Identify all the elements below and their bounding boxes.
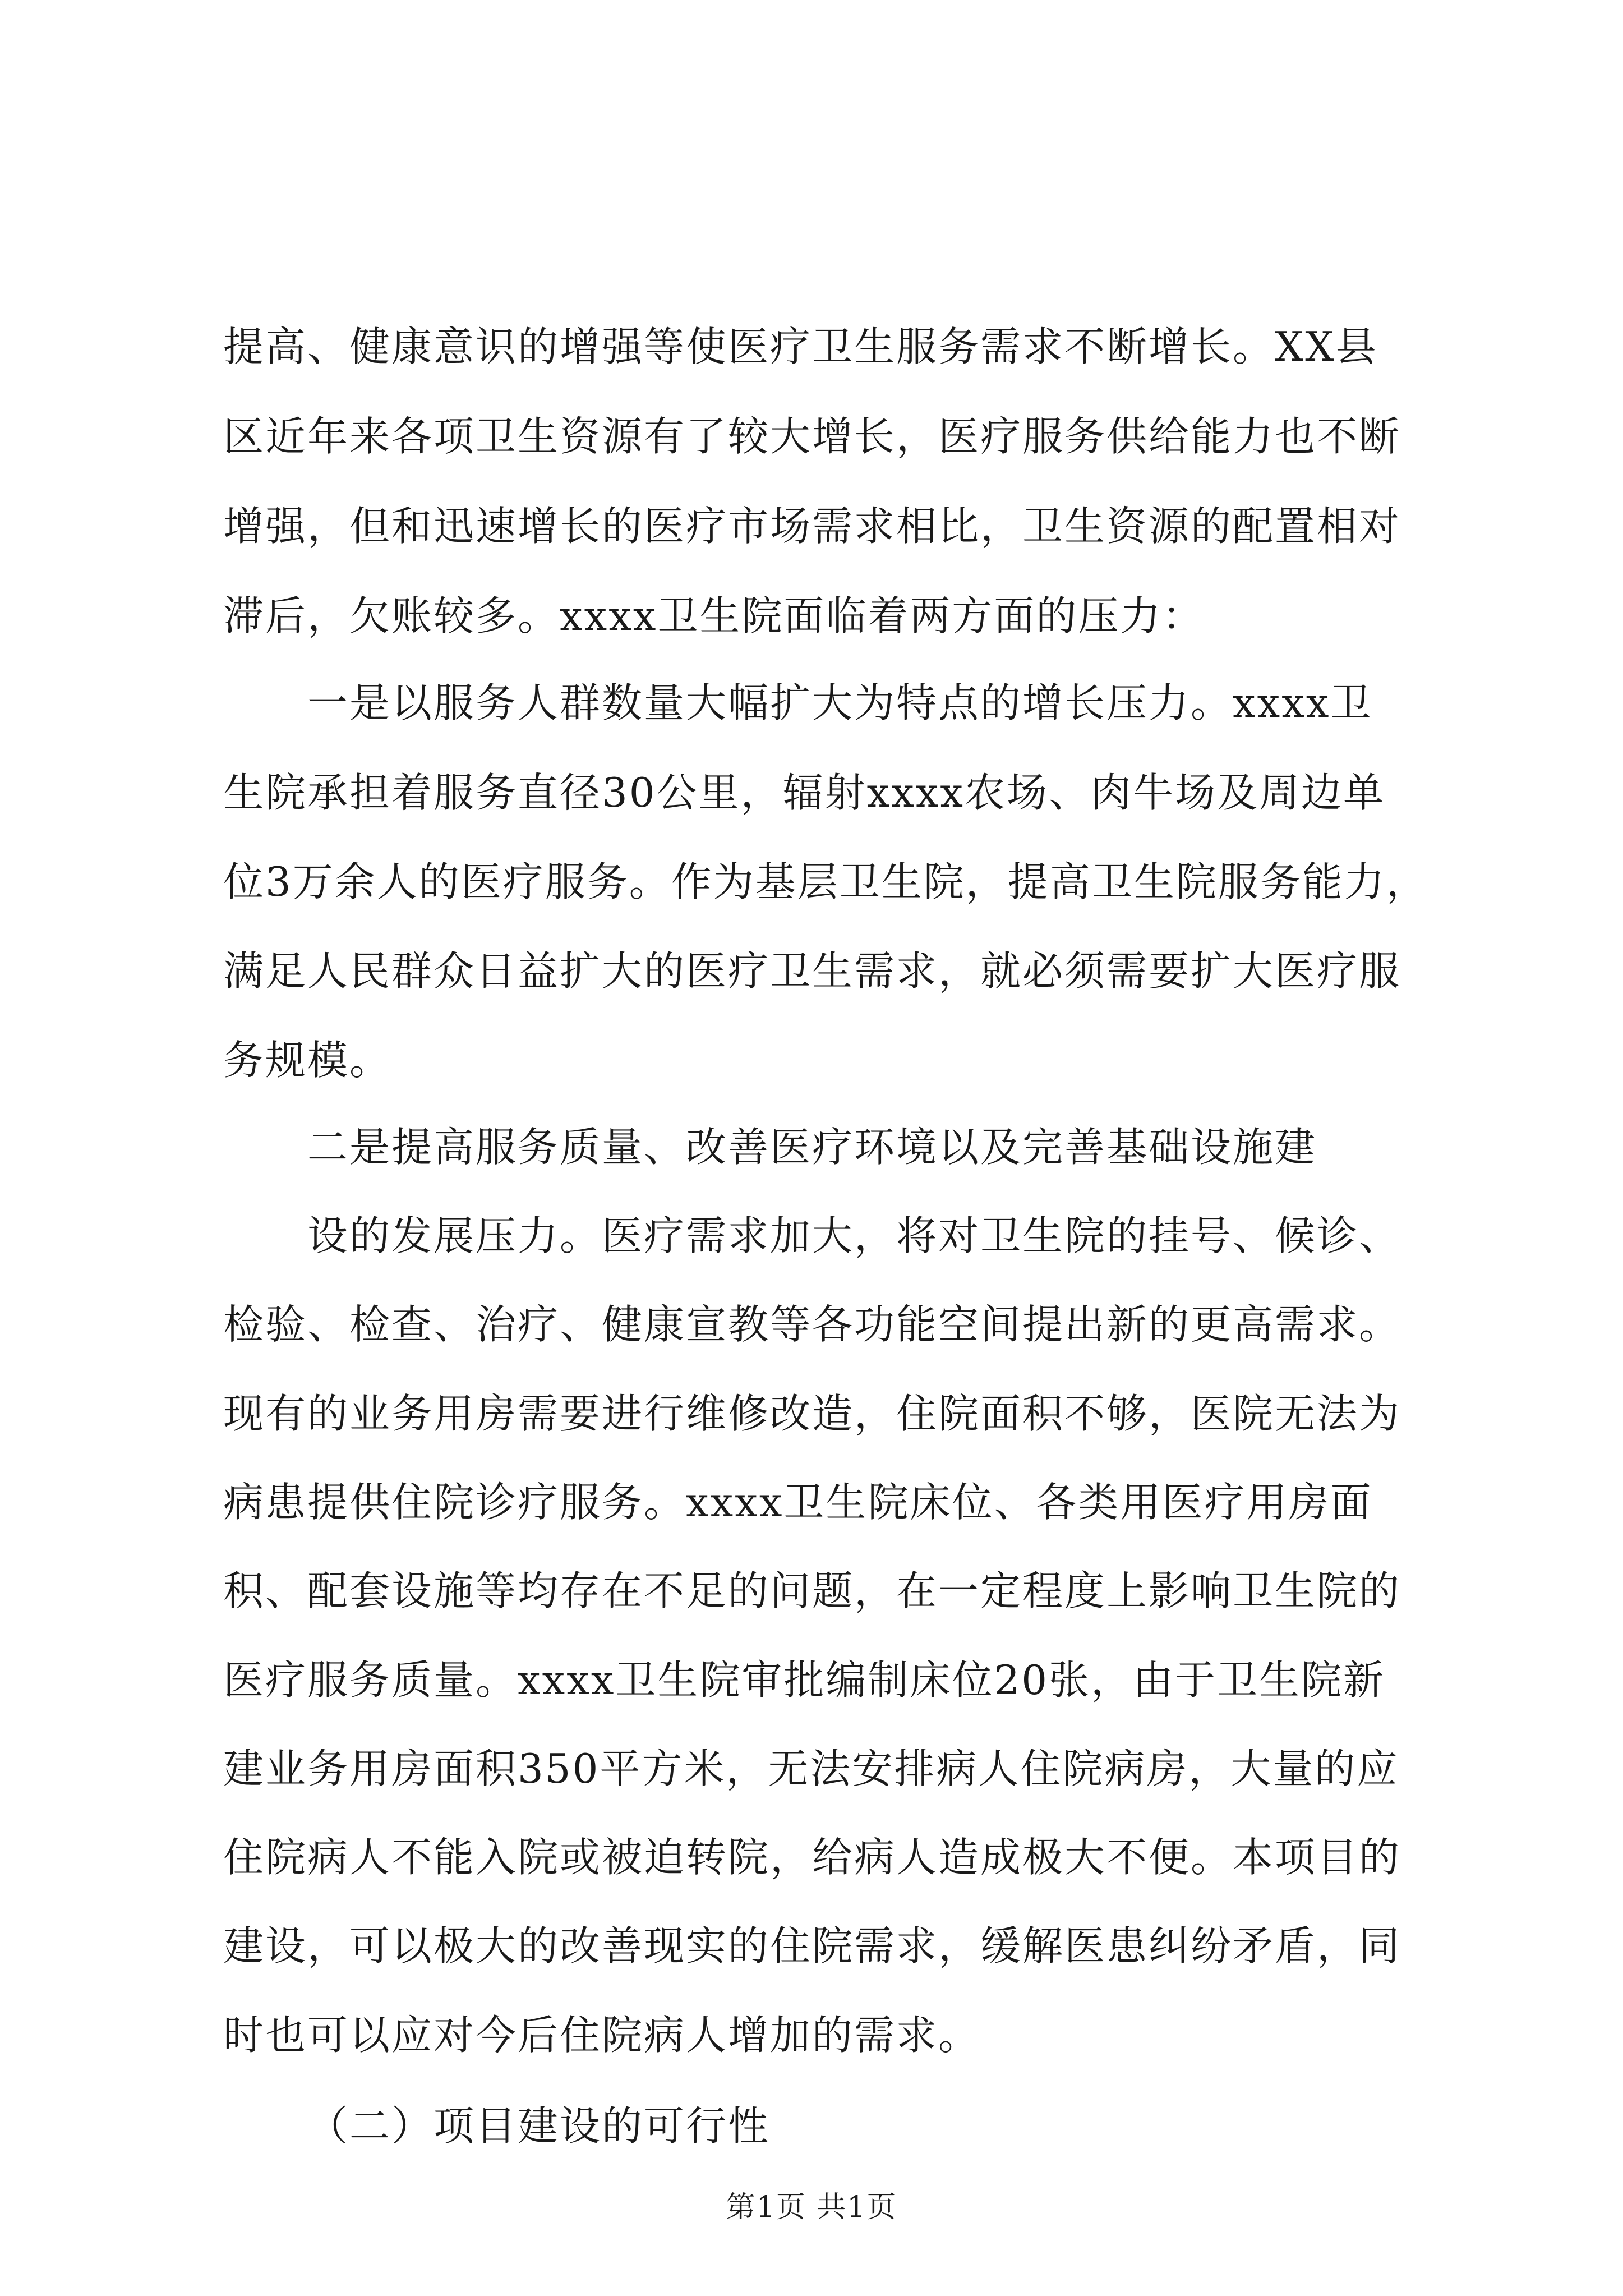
page-footer: 第1页 共1页 xyxy=(726,2191,897,2224)
paragraph-line: 现有的业务用房需要进行维修改造，住院面积不够，医院无法为 xyxy=(223,1390,1401,1437)
paragraph-line: 住院病人不能入院或被迫转院，给病人造成极大不便。本项目的 xyxy=(223,1834,1401,1881)
paragraph-line: 满足人民群众日益扩大的医疗卫生需求，就必须需要扩大医疗服 xyxy=(223,947,1401,995)
paragraph-line: 检验、检查、治疗、健康宣教等各功能空间提出新的更高需求。 xyxy=(223,1301,1401,1348)
paragraph-line: 时也可以应对今后住院病人增加的需求。 xyxy=(223,2012,981,2059)
paragraph-line: 病患提供住院诊疗服务。xxxx卫生院床位、各类用医疗用房面 xyxy=(223,1479,1373,1526)
paragraph-line: 生院承担着服务直径30公里，辐射xxxx农场、肉牛场及周边单 xyxy=(223,769,1386,816)
paragraph-line: 医疗服务质量。xxxx卫生院审批编制床位20张，由于卫生院新 xyxy=(223,1657,1386,1704)
section-heading: （二）项目建设的可行性 xyxy=(307,2102,771,2150)
paragraph-line: 区近年来各项卫生资源有了较大增长，医疗服务供给能力也不断 xyxy=(223,413,1401,460)
paragraph-line: 位3万余人的医疗服务。作为基层卫生院，提高卫生院服务能力， xyxy=(223,858,1428,905)
paragraph-line: 提高、健康意识的增强等使医疗卫生服务需求不断增长。XX县 xyxy=(223,323,1378,370)
paragraph-line: 建业务用房面积350平方米，无法安排病人住院病房，大量的应 xyxy=(223,1745,1399,1792)
paragraph-line: 建设，可以极大的改善现实的住院需求，缓解医患纠纷矛盾，同 xyxy=(223,1922,1401,1970)
paragraph-line: 设的发展压力。医疗需求加大，将对卫生院的挂号、候诊、 xyxy=(307,1212,1401,1259)
paragraph-line: 务规模。 xyxy=(223,1037,392,1084)
paragraph-line: 一是以服务人群数量大幅扩大为特点的增长压力。xxxx卫 xyxy=(307,679,1373,726)
paragraph-line: 滞后，欠账较多。xxxx卫生院面临着两方面的压力： xyxy=(223,592,1205,639)
paragraph-line: 二是提高服务质量、改善医疗环境以及完善基础设施建 xyxy=(307,1124,1317,1171)
paragraph-line: 增强，但和迅速增长的医疗市场需求相比，卫生资源的配置相对 xyxy=(223,503,1401,550)
paragraph-line: 积、配套设施等均存在不足的问题，在一定程度上影响卫生院的 xyxy=(223,1567,1401,1614)
